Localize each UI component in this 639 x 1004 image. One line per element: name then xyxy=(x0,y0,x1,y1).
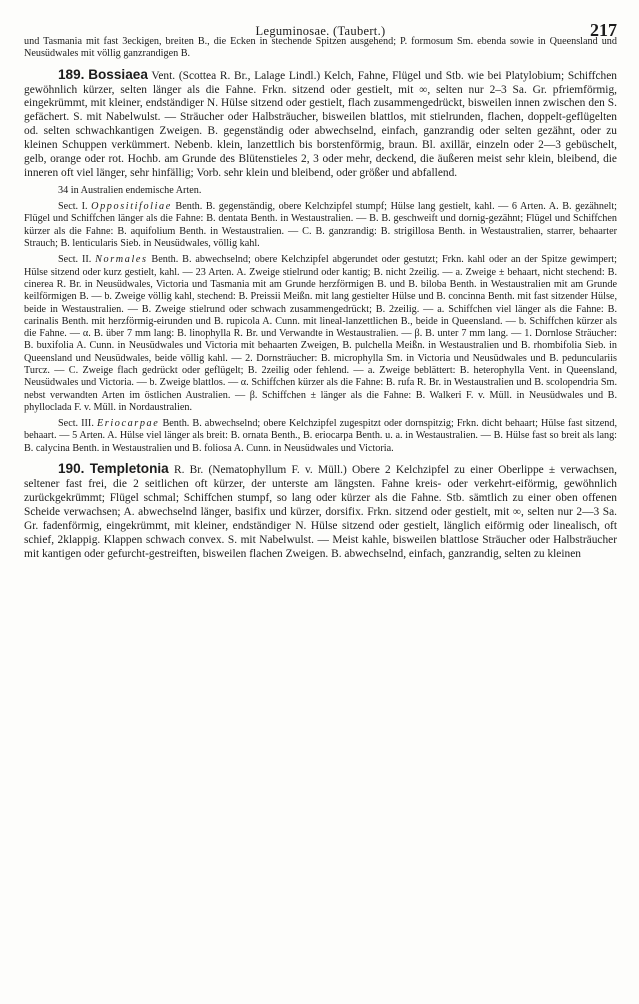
section-1-text: Benth. B. gegenständig, obere Kelchzipfel stumpf; Hülse lang gestielt, kahl. — 6 Arten. A. B. gezähnelt; Flügel und Schiffchen länger als die Fahne: B. dentata Benth. in Westaustralien. — B. B. geschweift und dornig-gezähnt; Flügel und Schiffchen kürzer als die Fahne: B. aquifolium Benth. in Westaustralien. — C. B. ganzrandig: B. strigillosa Benth. in Westaustralien, starrer, behaarter Strauch; B. lenticularis Sieb. in Neusüdwales, völlig kahl. xyxy=(24,201,617,250)
genus-190-text: R. Br. (Nematophyllum F. v. Müll.) Obere 2 Kelchzipfel zu einer Oberlippe ± verwachsen, seltener fast frei, die 2 seitlichen oft kürzer, der unterste am längsten. Fahne kreis- oder verkehrt-eiförmig, gewöhnlich zurückgekrümmt; Flügel schmal; Schiffchen stumpf, so lang oder kürzer als die Fahne. Stb. sämtlich zu einer oben offenen Scheide verwachsen; A. abwechselnd länger, basifix und kürzer, dorsifix. Frkn. sitzend oder gestielt, mit ∞, selten nur 2—3 Sa. Gr. fadenförmig, eingekrümmt, mit kleiner, endständiger N. Hülse sitzend oder gestielt, länglich eiförmig oder linealisch, oft schief, 2klappig. Klappen schwach convex. S. mit Nabelwulst. — Meist kahle, bisweilen blattlose Sträucher oder Halbsträucher mit kantigen oder gefurcht-gestreiften, bisweilen flachen Zweigen. B. abwechselnd, einfach, ganzrandig, selten zu kleinen xyxy=(24,464,617,560)
section-1 xyxy=(24,201,617,250)
section-3-label: Sect. III. xyxy=(58,418,94,430)
genus-189-species-count: 34 in Australien endemische Arten. xyxy=(58,184,202,196)
genus-189-description xyxy=(24,68,617,181)
genus-190-number: 190. xyxy=(58,461,85,477)
genus-190-description xyxy=(24,462,617,561)
section-2-name: Normales xyxy=(95,254,148,266)
section-3-name: Eriocarpae xyxy=(96,418,160,430)
section-1-name: Oppositifoliae xyxy=(91,201,172,213)
section-3 xyxy=(24,418,617,455)
section-1-label: Sect. I. xyxy=(58,201,88,213)
genus-189-number: 189. xyxy=(58,66,85,82)
section-2 xyxy=(24,254,617,414)
running-title: Leguminosae. (Taubert.) xyxy=(255,24,386,38)
page-number: 217 xyxy=(590,20,617,40)
genus-189-name: Bossiaea xyxy=(88,66,148,82)
section-3-text: Benth. B. abwechselnd; obere Kelchzipfel zugespitzt oder dornspitzig; Frkn. dicht behaart; Hülse fast sitzend, behaart. — 5 Arten. A. Hülse viel länger als breit: B. ornata Benth., B. eriocarpa Benth. u. a. in Westaustralien. — B. Hülse fast so breit als lang: B. calycina Benth. in Westaustralien und B. foliosa A. Cunn. in Neusüdwales und Victoria. xyxy=(24,418,618,454)
genus-190-name: Templetonia xyxy=(89,461,169,477)
section-2-label: Sect. II. xyxy=(58,254,92,266)
section-2-text: Benth. B. abwechselnd; obere Kelchzipfel abgerundet oder gestutzt; Frkn. kahl oder an der Spitze gewimpert; Hülse sitzend oder kurz gestielt, kahl. — 23 Arten. A. Zweige stielrund oder kantig; B. nicht 2zeilig. — a. Zweige ± behaart, nicht stechend: B. cinerea R. Br. in Neusüdwales, Victoria und Tasmania mit am Grunde herzförmigen B. und B. biloba Benth. in Westaustralien mit am Grunde keilförmigen B. — b. Zweige völlig kahl, stechend: B. Preissii Meißn. mit lang gestielter Hülse und B. concinna Benth. mit fast sitzender Hülse, beide in Westaustralien. — B. Zweige stielrund oder schwach zusammengedrückt; B. 2zeilig. — a. Schiffchen viel länger als die Fahne: B. carinalis Benth. mit herzförmig-eirunden und B. rupicola A. Cunn. mit lineal-lanzettlichen B., beide in Queensland. — b. Schiffchen kürzer als die Fahne. — α. B. über 7 mm lang: B. linophylla R. Br. und Verwandte in Westaustralien. — β. B. unter 7 mm lang. — 1. Dornlose Sträucher: B. buxifolia A. Cunn. in Neusüdwales und Victoria mit behaarten Zweigen, B. pulchella Meißn. in Westaustralien und B. rhombifolia Sieb. in Queensland und Neusüdwales, beide völlig kahl. — 2. Dornsträucher: B. microphylla Sm. in Victoria und Neusüdwales und B. pedunculariis Turcz. — C. Zweige flach gedrückt oder geflügelt; B. 2zeilig oder fehlend. — a. Zweige beblättert: B. heterophylla Vent. in Queensland, Neusüdwales und Victoria. — b. Zweige blattlos. — α. Schiffchen kürzer als die Fahne: B. rufa R. Br. in Westaustralien und B. scolopendria Sm. nebst verwandten Arten im östlichen Australien. — β. Schiffchen ± länger als die Fahne: B. Walkeri F. v. Müll. in Neusüdwales und B. phylloclada F. v. Müll. in Nordaustralien. xyxy=(24,254,618,413)
genus-189-text: Vent. (Scottea R. Br., Lalage Lindl.) Kelch, Fahne, Flügel und Stb. wie bei Platylobium; Schiffchen gewöhnlich kürzer, selten länger als die Fahne. Frkn. sitzend oder gestielt, mit ∞, selten nur 2–3 Sa. Gr. pfriemförmig, eingekrümmt, mit kleiner, endständiger N. Hülse sitzend oder gestielt, flach zusammengedrückt, bisweilen innen zwischen den S. gefächert. S. mit Nabelwulst. — Sträucher oder Halbsträucher, bisweilen blattlos, mit stielrunden, flachen, doppelt-geflügelten od. selten schwachkantigen Zweigen. B. gegenständig oder abwechselnd, einfach, ganzrandig oder selten gezähnt, oder zu kleinen Schuppen verkümmert. Nebenb. klein, lanzettlich bis borstenförmig, braun. Bl. axillär, einzeln oder 2—3 gebüschelt, gelb, orange oder rot. Hochb. am Grunde des Blütenstieles 2, 3 oder mehr, deckend, die äußeren meist sehr klein, bleibend, die inneren oft viel länger, sehr hinfällig; Vorb. sehr klein und bleibend, oder größer und abfallend. xyxy=(24,69,617,179)
running-head xyxy=(24,10,617,40)
continued-paragraph: und Tasmania mit fast 3eckigen, breiten B., die Ecken in stechende Spitzen ausgehend; P. formosum Sm. ebenda sowie in Queensland und Neusüdwales mit völlig ganzrandigen B. xyxy=(24,36,617,60)
